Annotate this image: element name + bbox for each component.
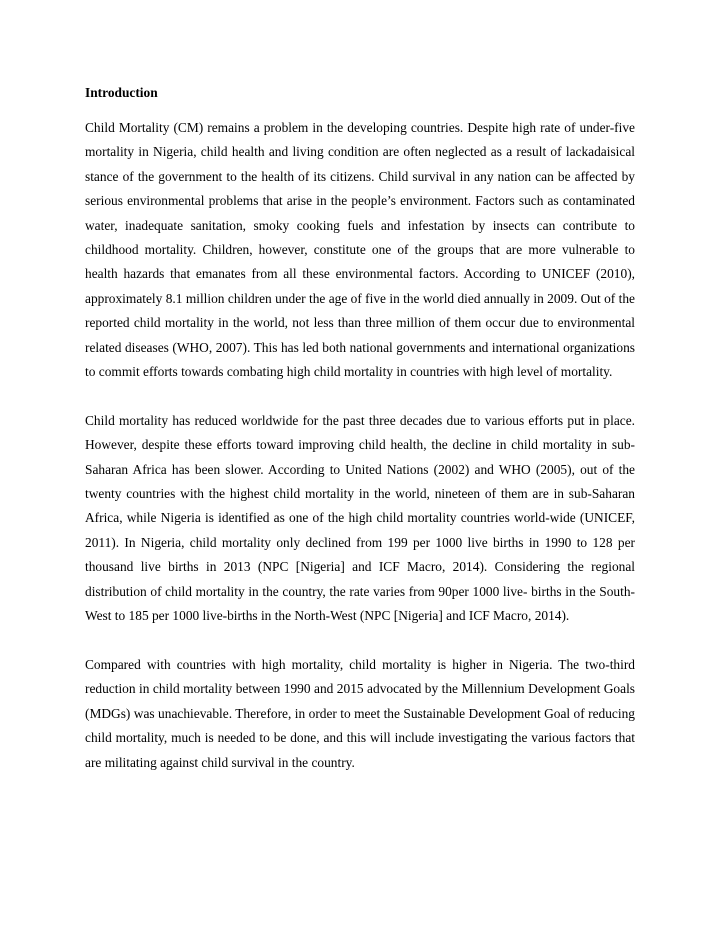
section-heading: Introduction — [85, 85, 158, 100]
paragraph-1: Child Mortality (CM) remains a problem in the developing countries. Despite high rate of under-five mortality in Nigeria, child health and living condition are often neglected as a result of lackadaisical stance of the government to the health of its citizens. Child survival in any nation can be affected by serious environmental problems that arise in the people’s environment. Factors such as contaminated water, inadequate sanitation, smoky cooking fuels and infestation by insects can contribute to childhood mortality. Children, however, constitute one of the groups that are more vulnerable to health hazards that emanates from all these environmental factors. According to UNICEF (2010), approximately 8.1 million children under the age of five in the world died annually in 2009. Out of the reported child mortality in the world, not less than three million of them occur due to environmental related diseases (WHO, 2007). This has led both national governments and international organizations to commit efforts towards combating high child mortality in countries with high level of mortality. — [85, 120, 635, 380]
document-body — [85, 84, 635, 775]
paragraph-3: Compared with countries with high mortality, child mortality is higher in Nigeria. The two-third reduction in child mortality between 1990 and 2015 advocated by the Millennium Development Goals (MDGs) was unachievable. Therefore, in order to meet the Sustainable Development Goal of reducing child mortality, much is needed to be done, and this will include investigating the various factors that are militating against child survival in the country. — [85, 656, 635, 770]
paragraph-2: Child mortality has reduced worldwide for the past three decades due to various efforts put in place. However, despite these efforts toward improving child health, the decline in child mortality in sub-Saharan Africa has been slower. According to United Nations (2002) and WHO (2005), out of the twenty countries with the highest child mortality in the world, nineteen of them are in sub-Saharan Africa, while Nigeria is identified as one of the high child mortality countries world-wide (UNICEF, 2011). In Nigeria, child mortality only declined from 199 per 1000 live births in 1990 to 128 per thousand live births in 2013 (NPC [Nigeria] and ICF Macro, 2014). Considering the regional distribution of child mortality in the country, the rate varies from 90per 1000 live- births in the South-West to 185 per 1000 live-births in the North-West (NPC [Nigeria] and ICF Macro, 2014). — [85, 412, 635, 624]
